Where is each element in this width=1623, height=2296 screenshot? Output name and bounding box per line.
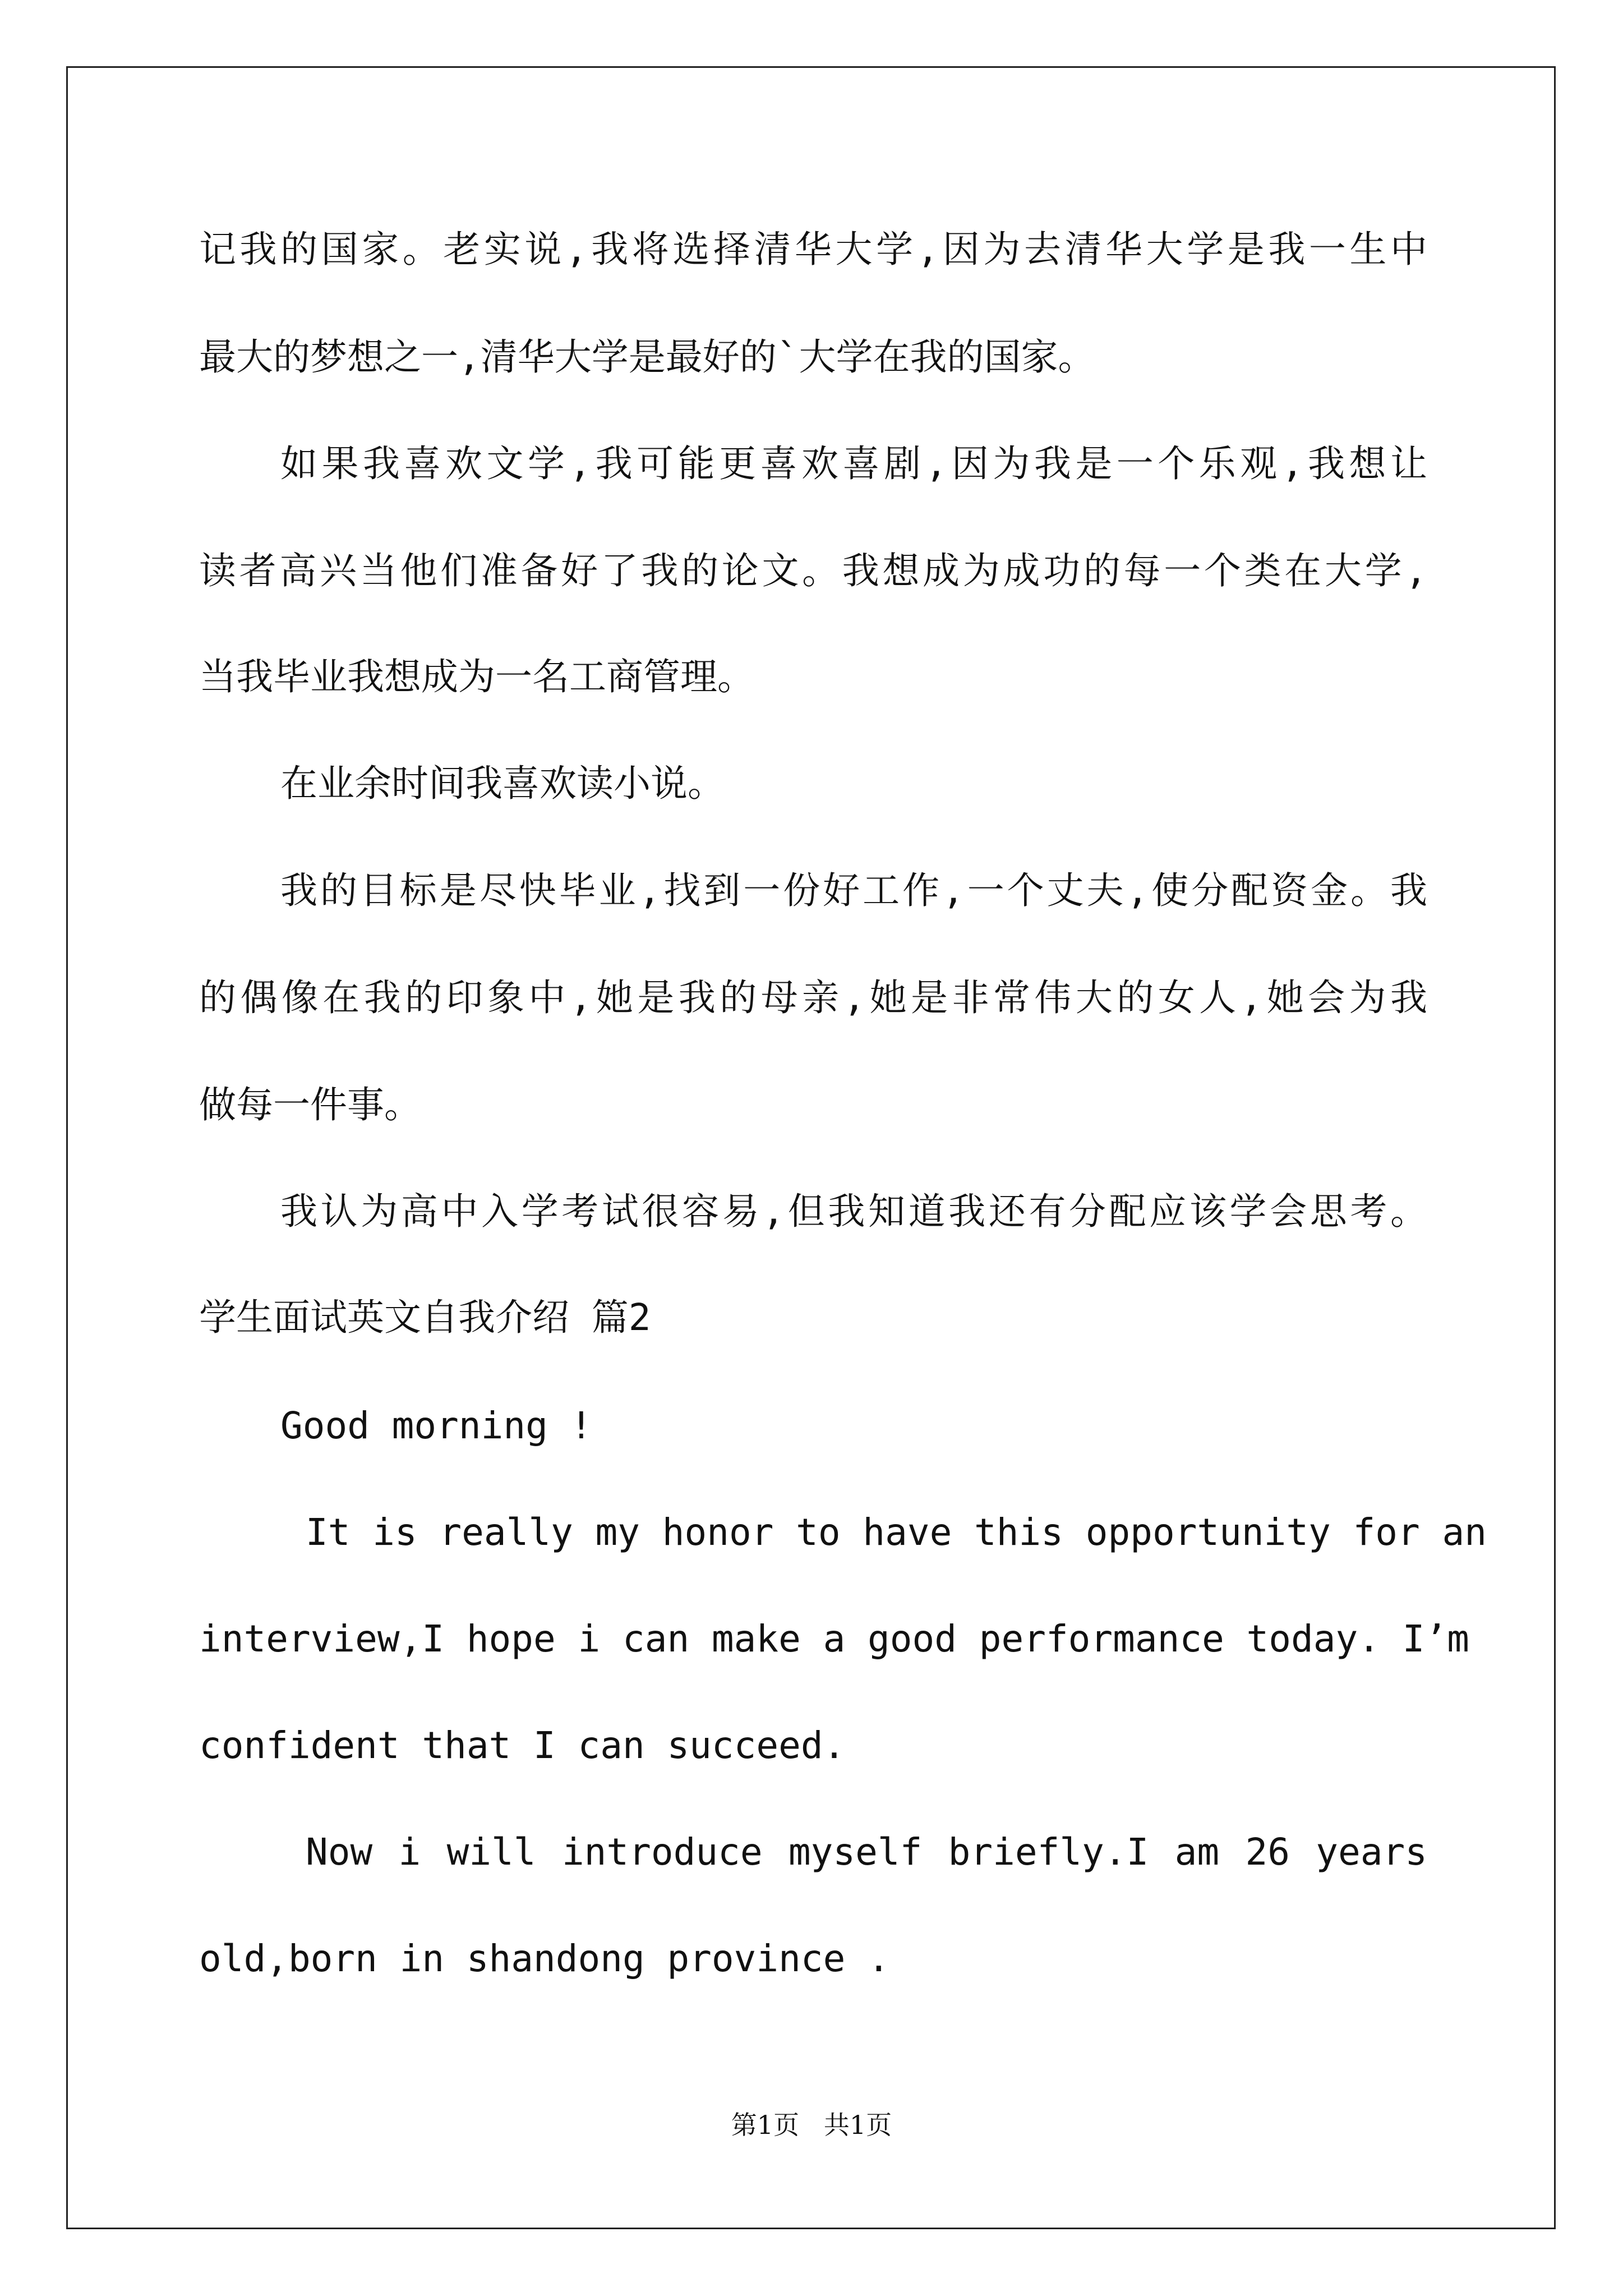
text-line-2: 最大的梦想之一,清华大学是最好的`大学在我的国家。 — [199, 335, 1095, 379]
text-line-16: Now i will introduce myself briefly.I am 26 years — [306, 1830, 1427, 1874]
text-line-1: 记我的国家。老实说,我将选择清华大学,因为去清华大学是我一生中 — [199, 228, 1427, 271]
text-line-8: 的偶像在我的印象中,她是我的母亲,她是非常伟大的女人,她会为我 — [199, 976, 1427, 1019]
text-line-17: old,born in shandong province . — [199, 1937, 890, 1980]
text-line-3: 如果我喜欢文学,我可能更喜欢喜剧,因为我是一个乐观,我想让 — [280, 442, 1427, 485]
text-line-7: 我的目标是尽快毕业,找到一份好工作,一个丈夫,使分配资金。我 — [280, 869, 1427, 912]
text-line-10: 我认为高中入学考试很容易,但我知道我还有分配应该学会思考。 — [280, 1190, 1427, 1233]
text-line-14: interview,I hope i can make a good performance today. I’m — [199, 1617, 1469, 1660]
text-line-12: Good morning ! — [280, 1404, 593, 1447]
text-line-15: confident that I can succeed. — [199, 1724, 846, 1767]
text-line-5: 当我毕业我想成为一名工商管理。 — [199, 655, 754, 698]
page-footer: 第1页 共1页 — [731, 2110, 892, 2140]
text-line-13: It is really my honor to have this opportunity for an — [306, 1511, 1487, 1554]
page-border — [66, 66, 1556, 2229]
section-heading: 学生面试英文自我介绍 篇2 — [199, 1296, 651, 1339]
text-line-4: 读者高兴当他们准备好了我的论文。我想成为成功的每一个类在大学, — [199, 549, 1427, 592]
text-line-9: 做每一件事。 — [199, 1083, 421, 1126]
text-line-6: 在业余时间我喜欢读小说。 — [280, 762, 725, 805]
